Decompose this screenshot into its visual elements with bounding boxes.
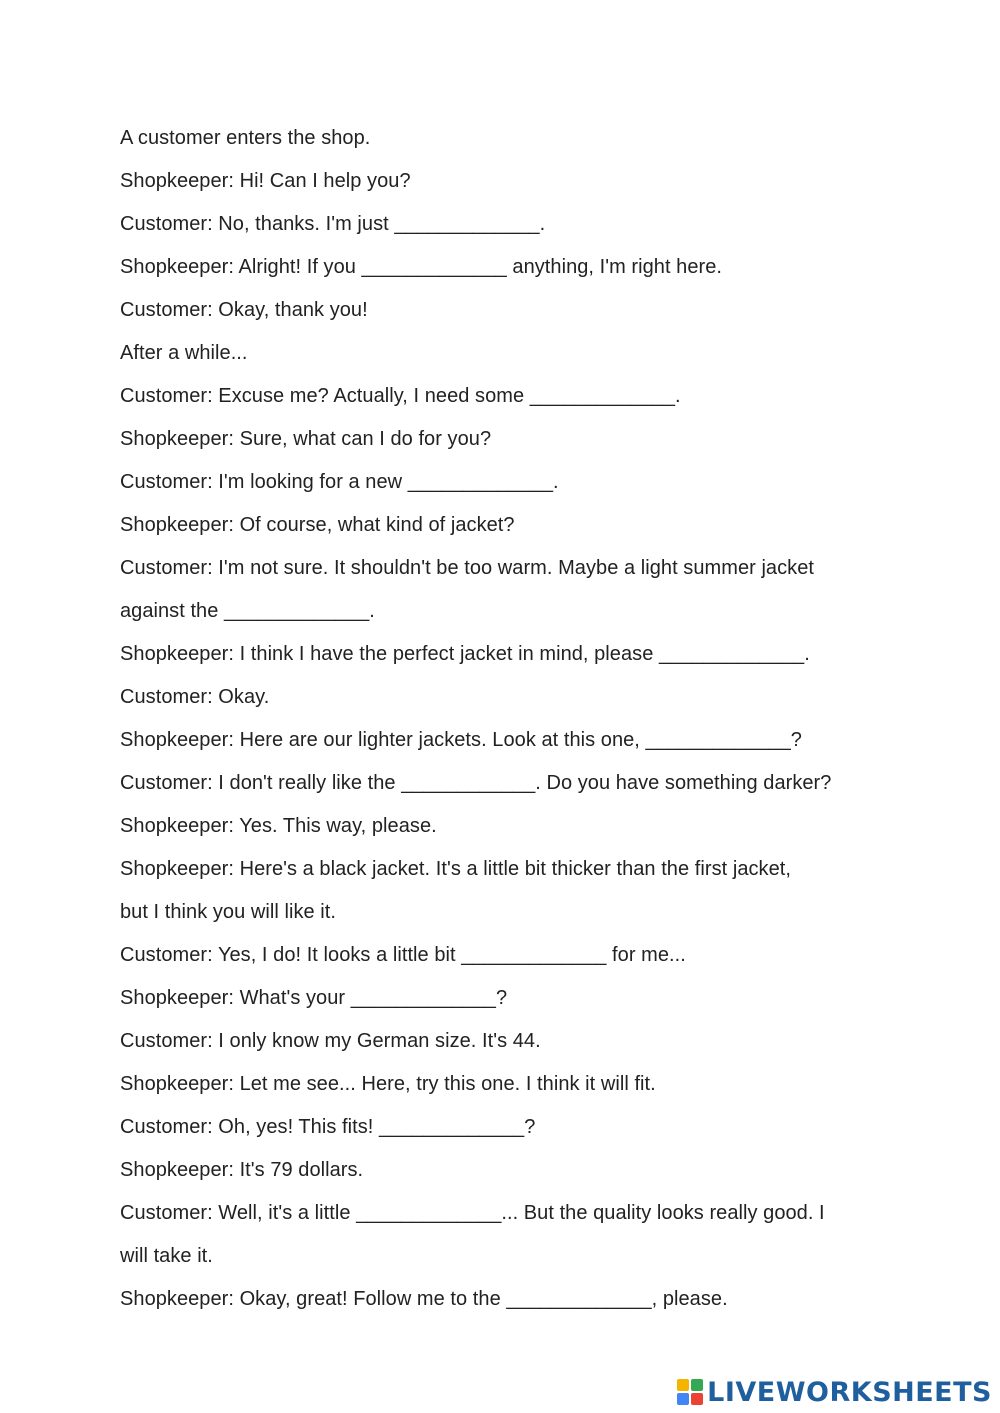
logo-tile <box>677 1393 689 1405</box>
logo-tile <box>677 1379 689 1391</box>
dialogue-lines <box>120 117 890 1321</box>
dialogue-line: Shopkeeper: What's your _____________? <box>120 987 508 1009</box>
dialogue-line: Shopkeeper: I think I have the perfect jacket in mind, please _____________. <box>120 643 810 665</box>
dialogue-line: Customer: Oh, yes! This fits! _____________? <box>120 1116 536 1138</box>
dialogue-line: Shopkeeper: Of course, what kind of jacket? <box>120 514 515 536</box>
dialogue-line: Customer: Okay. <box>120 686 270 708</box>
logo-tile <box>691 1379 703 1391</box>
dialogue-line: Shopkeeper: Here are our lighter jackets. Look at this one, _____________? <box>120 729 802 751</box>
dialogue-line: Customer: I don't really like the ____________. Do you have something darker? <box>120 772 832 794</box>
dialogue-line: Shopkeeper: Hi! Can I help you? <box>120 170 411 192</box>
dialogue-line: Shopkeeper: It's 79 dollars. <box>120 1159 364 1181</box>
dialogue-line: Shopkeeper: Here's a black jacket. It's a little bit thicker than the first jacket, <box>120 858 791 880</box>
dialogue-line: Shopkeeper: Alright! If you _____________ anything, I'm right here. <box>120 256 723 278</box>
dialogue-line: Customer: Yes, I do! It looks a little bit _____________ for me... <box>120 944 686 966</box>
dialogue-line: After a while... <box>120 342 248 364</box>
dialogue-line: Shopkeeper: Sure, what can I do for you? <box>120 428 492 450</box>
dialogue-line: Customer: I only know my German size. It's 44. <box>120 1030 541 1052</box>
dialogue-line: will take it. <box>120 1245 213 1267</box>
dialogue-line: A customer enters the shop. <box>120 127 371 149</box>
logo-tile <box>691 1393 703 1405</box>
dialogue-line: Customer: I'm not sure. It shouldn't be too warm. Maybe a light summer jacket <box>120 557 814 579</box>
dialogue-line: Shopkeeper: Let me see... Here, try this one. I think it will fit. <box>120 1073 656 1095</box>
liveworksheets-logo-icon <box>676 1378 704 1406</box>
dialogue-line: but I think you will like it. <box>120 901 336 923</box>
dialogue-line: against the _____________. <box>120 600 375 622</box>
dialogue-line: Shopkeeper: Yes. This way, please. <box>120 815 437 837</box>
liveworksheets-brand <box>676 1375 992 1409</box>
dialogue-line: Customer: Well, it's a little _____________... But the quality looks really good. I <box>120 1202 825 1224</box>
dialogue-line: Customer: I'm looking for a new _____________. <box>120 471 559 493</box>
dialogue-line: Customer: Okay, thank you! <box>120 299 368 321</box>
brand-name: LIVEWORKSHEETS <box>707 1376 992 1408</box>
dialogue-line: Customer: Excuse me? Actually, I need some _____________. <box>120 385 681 407</box>
dialogue-line: Customer: No, thanks. I'm just _____________. <box>120 213 546 235</box>
dialogue-line: Shopkeeper: Okay, great! Follow me to the _____________, please. <box>120 1288 728 1310</box>
